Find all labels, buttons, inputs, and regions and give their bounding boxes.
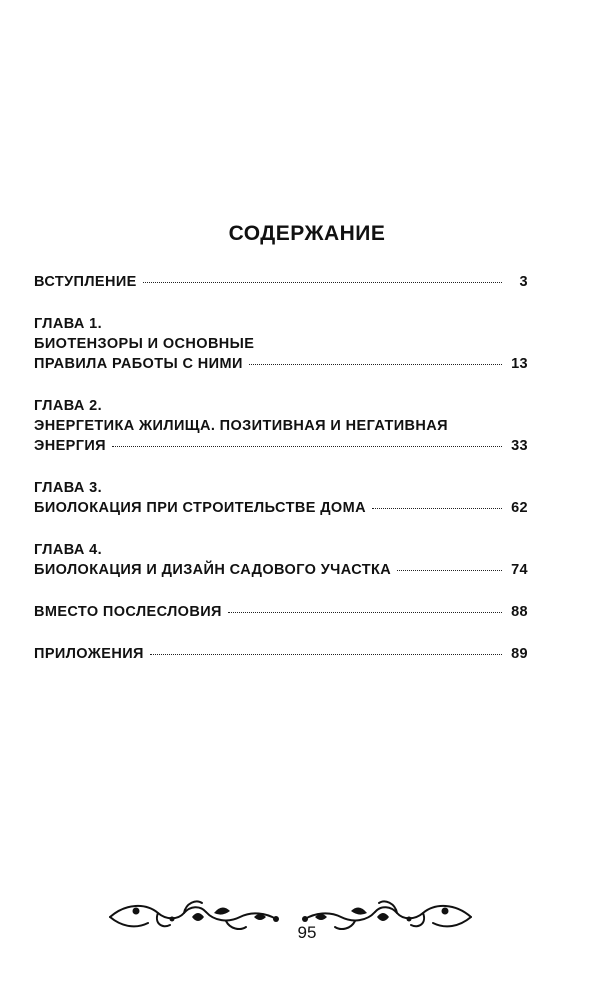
toc-entry[interactable] [34,478,528,518]
dot-leader [228,612,502,613]
table-of-contents [34,272,528,686]
toc-entry-line [34,602,528,622]
toc-entry-title: ПРАВИЛА РАБОТЫ С НИМИ [34,356,243,372]
toc-entry[interactable] [34,272,528,292]
toc-page-number: 89 [511,646,528,662]
toc-chapter-label: ГЛАВА 2. [34,398,103,414]
toc-entry-title: ПРИЛОЖЕНИЯ [34,646,144,662]
toc-entry-title: БИОЛОКАЦИЯ ПРИ СТРОИТЕЛЬСТВЕ ДОМА [34,500,366,516]
toc-entry-title: БИОЛОКАЦИЯ И ДИЗАЙН САДОВОГО УЧАСТКА [34,562,392,578]
toc-entry-line [34,272,528,292]
page-footer [0,895,614,965]
toc-entry[interactable] [34,314,528,374]
toc-page-number: 74 [511,562,528,578]
dot-leader [397,570,502,571]
toc-entry[interactable] [34,396,528,456]
toc-chapter-label: ГЛАВА 3. [34,480,103,496]
page-title: СОДЕРЖАНИЕ [228,222,386,245]
toc-entry-line [34,560,528,580]
dot-leader [150,654,502,655]
dot-leader [112,446,502,447]
toc-entry[interactable] [34,602,528,622]
toc-entry-title: ЭНЕРГИЯ [34,438,106,454]
toc-entry[interactable] [34,540,528,580]
toc-entry-title: БИОТЕНЗОРЫ И ОСНОВНЫЕ [34,336,255,352]
dot-leader [249,364,502,365]
toc-entry-line [34,354,528,374]
toc-entry[interactable] [34,644,528,664]
dot-leader [143,282,502,283]
toc-page-number: 3 [519,274,528,290]
toc-entry-line [34,498,528,518]
toc-page-number: 33 [511,438,528,454]
toc-entry-title: ЭНЕРГЕТИКА ЖИЛИЩА. ПОЗИТИВНАЯ И НЕГАТИВНАЯ [34,418,448,434]
toc-page-number: 88 [511,604,528,620]
toc-chapter-label: ГЛАВА 4. [34,542,103,558]
toc-entry-line [34,436,528,456]
toc-page-number: 62 [511,500,528,516]
toc-chapter-label: ГЛАВА 1. [34,316,103,332]
dot-leader [372,508,502,509]
toc-entry-title: ВСТУПЛЕНИЕ [34,274,137,290]
toc-page-number: 13 [511,356,528,372]
toc-entry-title: ВМЕСТО ПОСЛЕСЛОВИЯ [34,604,222,620]
toc-entry-line [34,644,528,664]
page-number: 95 [297,923,317,942]
